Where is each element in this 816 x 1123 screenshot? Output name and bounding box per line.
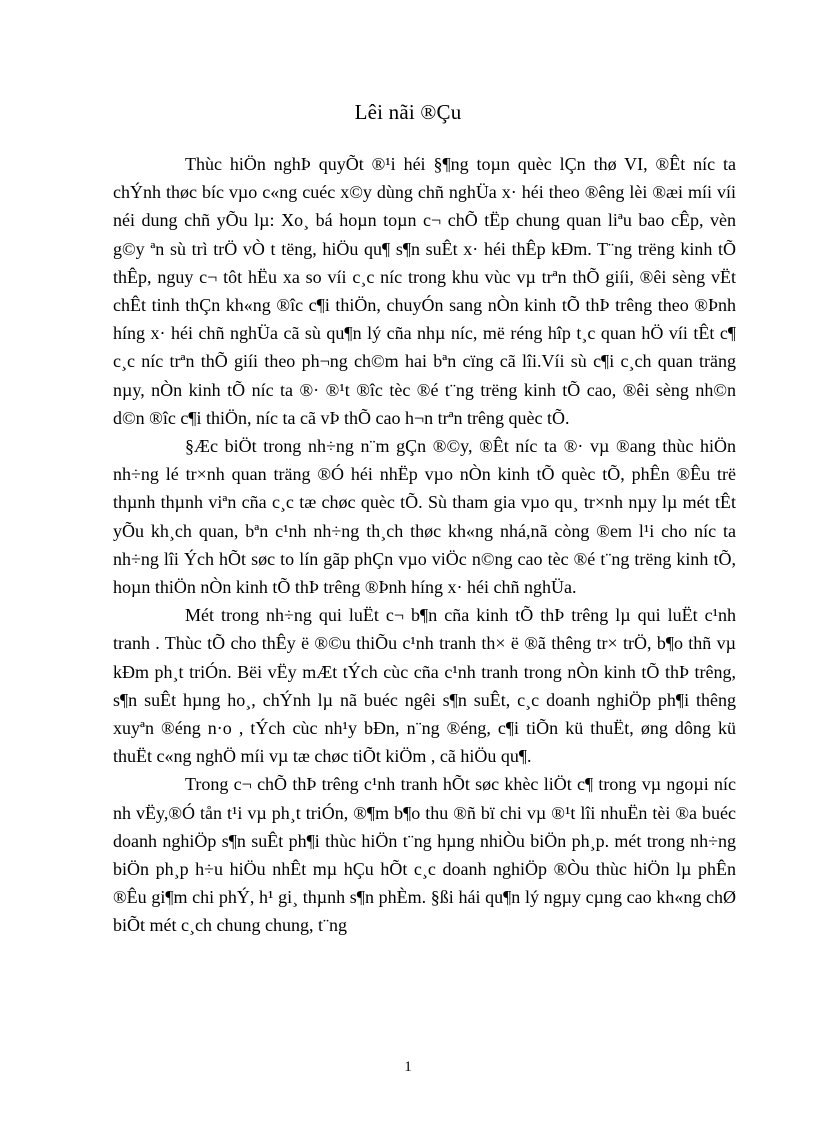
paragraph-1: Thùc hiÖn nghÞ quyÕt ®¹i héi §¶ng toµn quèc lÇn thø VI, ®Êt níc ta chÝnh thøc bíc vµo c«ng cuéc x©y dùng chñ nghÜa x· héi theo ®êng lèi ®æi míi víi néi dung chñ yÕu lµ: Xo¸ bá hoµn toµn c¬ chÕ tËp chung quan liªu bao cÊp, vèn g©y ªn sù trì trÖ vÒ t tëng, hiÖu qu¶ s¶n suÊt x· héi thÊp kÐm. T¨ng trëng kinh tÕ thÊp, nguy c¬ tôt hËu xa so víi c¸c níc trong khu vùc vµ trªn thÕ giíi, ®êi sèng vËt chÊt tinh thÇn kh«ng ®îc c¶i thiÖn, chuyÓn sang nÒn kinh tÕ thÞ trêng theo ®Þnh híng x· héi chñ nghÜa cã sù qu¶n lý cña nhµ níc, më réng hîp t¸c quan hÖ víi tÊt c¶ c¸c níc trªn thÕ giíi theo ph¬ng ch©m hai bªn cïng cã lîi.Víi sù c¶i c¸ch quan träng nµy, nÒn kinh tÕ níc ta ®· ®¹t ®îc tèc ®é t¨ng trëng kinh tÕ cao, ®êi sèng nh©n d©n ®îc c¶i thiÖn, níc ta cã vÞ thÕ cao h¬n trªn trêng quèc tÕ. [113,154,736,428]
paragraph-4: Trong c¬ chÕ thÞ trêng c¹nh tranh hÕt søc khèc liÖt c¶ trong vµ ngoµi níc nh vËy,®Ó tån t¹i vµ ph¸t triÓn, ®¶m b¶o thu ®ñ bï chi vµ ®¹t lîi nhuËn tèi ®a buéc doanh nghiÖp s¶n suÊt ph¶i thùc hiÖn t¨ng hµng nhiÒu biÖn ph¸p. mét trong nh÷ng biÖn ph¸p h÷u hiÖu nhÊt mµ hÇu hÕt c¸c doanh nghiÖp ®Òu thùc hiÖn lµ phÊn ®Êu gi¶m chi phÝ, h¹ gi¸ thµnh s¶n phÈm. §ßi hái qu¶n lý ngµy cµng cao kh«ng chØ biÕt mét c¸ch chung chung, t¨ng [113,774,736,936]
paragraph-3: Mét trong nh÷ng qui luËt c¬ b¶n cña kinh tÕ thÞ trêng lµ qui luËt c¹nh tranh . Thùc tÕ cho thÊy ë ®©u thiÕu c¹nh tranh th× ë ®ã thêng tr× trÖ, b¶o thñ vµ kÐm ph¸t triÓn. Bëi vËy mÆt tÝch cùc cña c¹nh tranh trong nÒn kinh tÕ thÞ trêng, s¶n suÊt hµng ho¸, chÝnh lµ nã buéc ngêi s¶n suÊt, c¸c doanh nghiÖp ph¶i thêng xuyªn ®éng n·o , tÝch cùc nh¹y bÐn, n¨ng ®éng, c¶i tiÕn kü thuËt, øng dông kü thuËt c«ng nghÖ míi vµ tæ chøc tiÕt kiÖm , cã hiÖu qu¶. [113,605,736,767]
page-number: 1 [404,1059,412,1075]
body-text [113,150,736,940]
page-title: Lêi nãi ®Çu [354,100,462,124]
paragraph-2: §Æc biÖt trong nh÷ng n¨m gÇn ®©y, ®Êt níc ta ®· vµ ®ang thùc hiÖn nh÷ng lé tr×nh quan träng ®Ó héi nhËp vµo nÒn kinh tÕ quèc tÕ, phÊn ®Êu trë thµnh thµnh viªn cña c¸c tæ chøc quèc tÕ. Sù tham gia vµo qu¸ tr×nh nµy lµ mét tÊt yÕu kh¸ch quan, bªn c¹nh nh÷ng th¸ch thøc kh«ng nhá,nã còng ®em l¹i cho níc ta nh÷ng lîi Ých hÕt søc to lín gãp phÇn vµo viÖc n©ng cao tèc ®é t¨ng trëng kinh tÕ, hoµn thiÖn nÒn kinh tÕ thÞ trêng ®Þnh híng x· héi chñ nghÜa. [113,436,736,598]
